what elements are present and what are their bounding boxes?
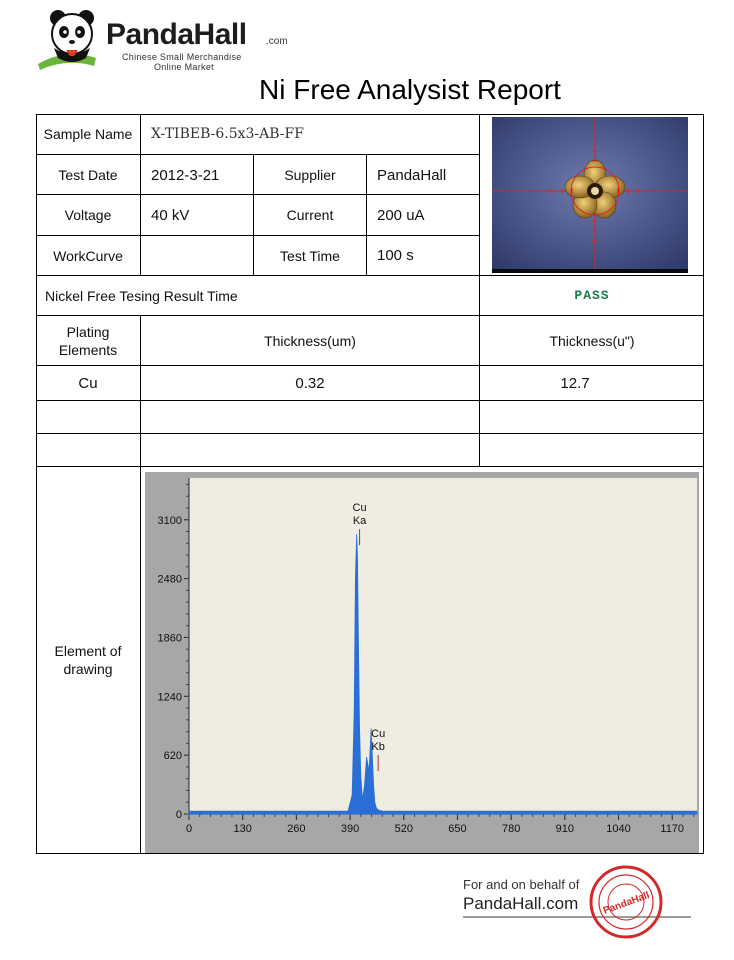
thickness-um-cell bbox=[141, 434, 479, 466]
report-title: Ni Free Analysist Report bbox=[259, 74, 561, 105]
result-label: Nickel Free Tesing Result Time bbox=[45, 287, 238, 304]
thickness-in-header: Thickness(u") bbox=[549, 332, 635, 349]
drawing-label bbox=[36, 467, 140, 853]
signature-block bbox=[460, 868, 710, 938]
sample-photo bbox=[492, 117, 688, 273]
x-tick-label: 130 bbox=[233, 823, 252, 835]
drawing-label-line: Element of bbox=[54, 643, 122, 659]
company-seal-icon bbox=[588, 864, 664, 940]
x-tick-label: 780 bbox=[501, 823, 521, 835]
logo-dotcom: .com bbox=[266, 36, 288, 47]
plating-header-line: Plating bbox=[66, 323, 110, 340]
logo-tagline: Chinese Small Merchandise bbox=[122, 52, 242, 62]
peak-label: Ka bbox=[352, 515, 367, 528]
y-tick-label: 620 bbox=[163, 750, 182, 763]
signature-company: PandaHall.com bbox=[463, 894, 579, 913]
plot-area bbox=[189, 478, 697, 814]
voltage-value: 40 kV bbox=[151, 206, 190, 224]
x-tick-label: 650 bbox=[448, 823, 467, 835]
x-tick-label: 1170 bbox=[660, 823, 685, 835]
test-time-value: 100 s bbox=[377, 247, 414, 264]
y-tick-label: 0 bbox=[175, 809, 182, 821]
peak-label: Cu bbox=[352, 502, 367, 515]
peak-label: Cu bbox=[371, 728, 386, 741]
current-value: 200 uA bbox=[377, 206, 425, 224]
thickness-um-cell bbox=[141, 401, 479, 433]
svg-text:PandaHall: PandaHall bbox=[601, 889, 652, 917]
spectrum-chart bbox=[145, 472, 699, 853]
plating-header-line: Elements bbox=[58, 341, 118, 358]
pandahall-logo bbox=[44, 8, 304, 72]
plating-element-cell bbox=[36, 434, 140, 466]
x-tick-label: 1040 bbox=[606, 823, 631, 835]
thickness-in-cell: 12.7 bbox=[560, 374, 590, 392]
sample-name-label: Sample Name bbox=[43, 126, 133, 142]
thickness-in-cell bbox=[480, 401, 704, 433]
current-label: Current bbox=[286, 207, 334, 223]
drawing-label-line: drawing bbox=[63, 661, 113, 677]
result-status-badge: PASS bbox=[574, 288, 610, 303]
thickness-in-cell bbox=[480, 434, 704, 466]
test-date-label: Test Date bbox=[58, 167, 118, 183]
voltage-label: Voltage bbox=[64, 207, 112, 223]
plating-elements-header bbox=[36, 316, 140, 365]
y-tick-label: 1860 bbox=[157, 632, 182, 645]
supplier-value: PandaHall bbox=[377, 166, 447, 184]
logo-tagline: Online Market bbox=[154, 62, 214, 72]
test-time-label: Test Time bbox=[280, 247, 340, 264]
sample-name-value: X-TIBEB-6.5x3-AB-FF bbox=[151, 126, 304, 142]
signature-line: For and on behalf of bbox=[463, 877, 580, 892]
plating-element-cell: Cu bbox=[78, 374, 98, 392]
spectrum-chart-panel bbox=[145, 472, 699, 853]
thickness-um-cell: 0.32 bbox=[295, 374, 325, 392]
x-tick-label: 390 bbox=[340, 823, 360, 835]
y-tick-label: 1240 bbox=[157, 691, 182, 704]
x-tick-label: 520 bbox=[394, 823, 413, 835]
workcurve-value bbox=[141, 236, 253, 275]
y-tick-label: 2480 bbox=[157, 573, 182, 586]
panda-icon bbox=[36, 8, 106, 72]
plating-element-cell bbox=[36, 401, 140, 433]
x-tick-label: 910 bbox=[555, 823, 575, 835]
workcurve-label: WorkCurve bbox=[53, 247, 123, 264]
x-tick-label: 0 bbox=[185, 823, 193, 835]
y-tick-label: 3100 bbox=[157, 514, 182, 527]
supplier-label: Supplier bbox=[284, 167, 336, 183]
thickness-um-header: Thickness(um) bbox=[264, 332, 356, 349]
peak-label: Kb bbox=[371, 741, 385, 754]
test-date-value: 2012-3-21 bbox=[151, 166, 220, 184]
x-tick-label: 260 bbox=[287, 823, 306, 835]
logo-name: PandaHall bbox=[106, 18, 247, 51]
